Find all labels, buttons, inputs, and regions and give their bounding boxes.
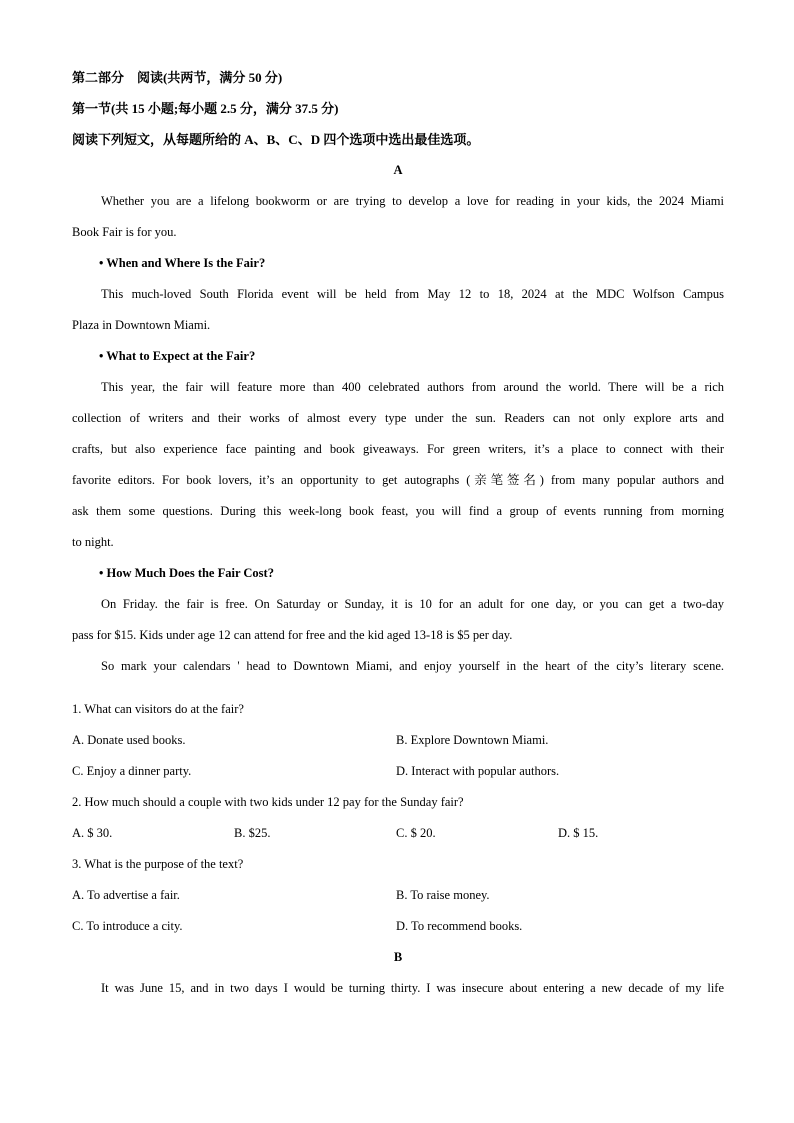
option-b[interactable]: B. $25. bbox=[234, 826, 271, 840]
option-c[interactable]: C. $ 20. bbox=[396, 826, 436, 840]
paragraph-line: Plaza in Downtown Miami. bbox=[72, 318, 211, 332]
option-d[interactable]: D. Interact with popular authors. bbox=[396, 764, 560, 778]
option-row bbox=[72, 725, 724, 756]
passage-a-letter: A bbox=[393, 163, 403, 177]
option-row bbox=[72, 818, 724, 849]
instruction: 阅读下列短文，从每题所给的 A、B、C、D 四个选项中选出最佳选项。 bbox=[72, 132, 480, 147]
paragraph-line: ask them some questions. During this week-long book feast, you will find a group of events running from morning bbox=[72, 504, 724, 518]
option-a[interactable]: A. Donate used books. bbox=[72, 733, 186, 747]
section-title: 第一节(共 15 小题;每小题 2.5 分，满分 37.5 分) bbox=[72, 101, 339, 116]
option-c[interactable]: C. To introduce a city. bbox=[72, 919, 183, 933]
paragraph-line: collection of writers and their works of almost every type under the sun. Readers can not only explore arts and bbox=[72, 411, 724, 425]
option-row bbox=[72, 911, 724, 942]
paragraph-line: favorite editors. For book lovers, it’s an opportunity to get autographs (亲笔签名) from many popular authors and bbox=[72, 473, 724, 487]
option-b[interactable]: B. To raise money. bbox=[396, 888, 490, 902]
option-d[interactable]: D. To recommend books. bbox=[396, 919, 523, 933]
paragraph-line: to night. bbox=[72, 535, 114, 549]
closing-line: So mark your calendars ' head to Downtown Miami, and enjoy yourself in the heart of the city’s literary scene. bbox=[101, 659, 724, 673]
intro-line: Book Fair is for you. bbox=[72, 225, 177, 239]
option-a[interactable]: A. $ 30. bbox=[72, 826, 113, 840]
option-a[interactable]: A. To advertise a fair. bbox=[72, 888, 180, 902]
paragraph-line: This year, the fair will feature more than 400 celebrated authors from around the world. There will be a rich bbox=[101, 380, 724, 394]
heading-when-where: • When and Where Is the Fair? bbox=[99, 256, 266, 270]
option-d[interactable]: D. $ 15. bbox=[558, 826, 599, 840]
paragraph-line: On Friday. the fair is free. On Saturday or Sunday, it is 10 for an adult for one day, or you can get a two-day bbox=[101, 597, 724, 611]
question-stem: 3. What is the purpose of the text? bbox=[72, 857, 244, 871]
paragraph-line: crafts, but also experience face painting and book giveaways. For green writers, it’s a place to connect with their bbox=[72, 442, 724, 456]
exam-page bbox=[72, 62, 724, 1004]
passage-b-line: It was June 15, and in two days I would be turning thirty. I was insecure about entering a new decade of my life bbox=[101, 981, 724, 995]
intro-line: Whether you are a lifelong bookworm or are trying to develop a love for reading in your kids, the 2024 Miami bbox=[101, 194, 724, 208]
option-row bbox=[72, 880, 724, 911]
heading-what-to-expect: • What to Expect at the Fair? bbox=[99, 349, 256, 363]
option-b[interactable]: B. Explore Downtown Miami. bbox=[396, 733, 549, 747]
heading-cost: • How Much Does the Fair Cost? bbox=[99, 566, 274, 580]
passage-b-letter: B bbox=[393, 950, 403, 964]
question-stem: 1. What can visitors do at the fair? bbox=[72, 702, 244, 716]
question-stem: 2. How much should a couple with two kids under 12 pay for the Sunday fair? bbox=[72, 795, 464, 809]
paragraph-line: pass for $15. Kids under age 12 can attend for free and the kid aged 13-18 is $5 per day. bbox=[72, 628, 513, 642]
part-title: 第二部分 阅读(共两节，满分 50 分) bbox=[72, 70, 283, 85]
option-c[interactable]: C. Enjoy a dinner party. bbox=[72, 764, 192, 778]
option-row bbox=[72, 756, 724, 787]
paragraph-line: This much-loved South Florida event will be held from May 12 to 18, 2024 at the MDC Wolfson Campus bbox=[101, 287, 724, 301]
